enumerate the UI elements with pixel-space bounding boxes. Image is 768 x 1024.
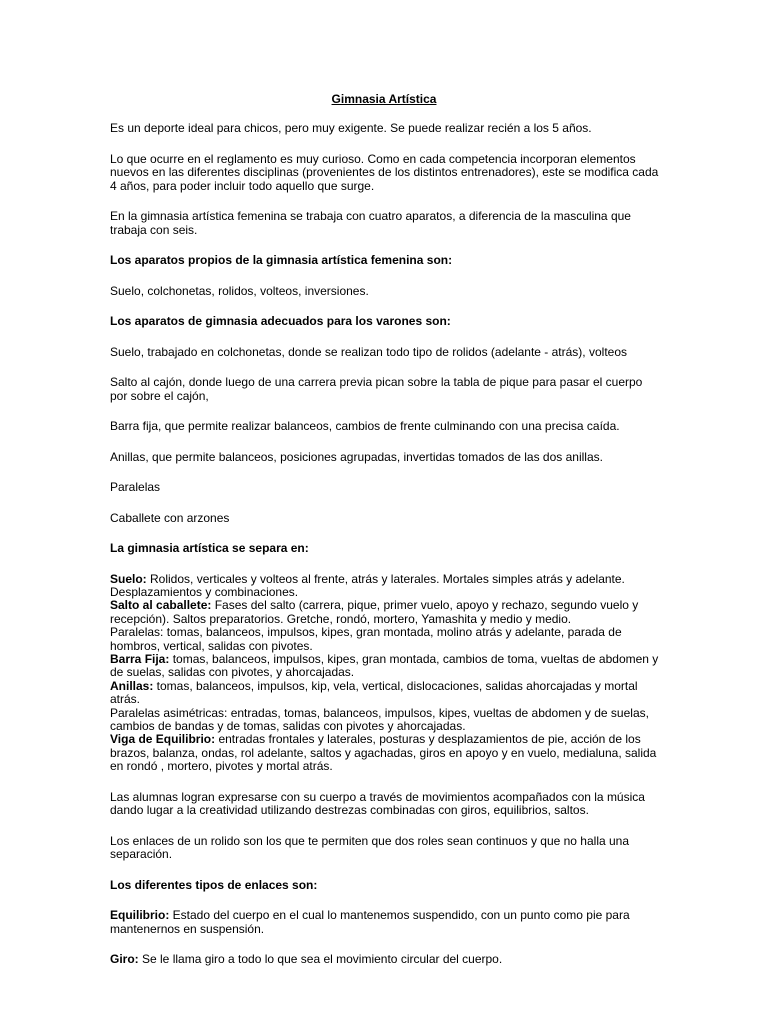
item-label: Barra Fija: xyxy=(110,651,170,666)
item-text: Rolidos, verticales y volteos al frente, atrás y laterales. Mortales simples atrás y adelante. Desplazamientos y combinaciones. xyxy=(110,571,625,599)
item-label: Viga de Equilibrio: xyxy=(110,732,216,747)
paragraph: Suelo, trabajado en colchonetas, donde se realizan todo tipo de rolidos (adelante - atrás), volteos xyxy=(110,344,627,359)
paragraph: Suelo, colchonetas, rolidos, volteos, inversiones. xyxy=(110,283,369,298)
paragraph: Anillas, que permite balanceos, posiciones agrupadas, invertidas tomados de las dos anillas. xyxy=(110,449,603,464)
apparatus-item: Paralelas asimétricas: entradas, tomas, balanceos, impulsos, kipes, vueltas de abdomen y de suelas, cambios de bandas y de tomas, salidas con pivotes y ahorcajadas. xyxy=(110,705,649,733)
apparatus-item xyxy=(110,599,660,626)
apparatus-list xyxy=(110,573,660,774)
definition-item xyxy=(110,909,660,936)
item-label: Equilibrio: xyxy=(110,908,170,923)
item-text: tomas, balanceos, impulsos, kipes, gran montada, cambios de toma, vueltas de abdomen y de suelas, salidas con pivotes, y ahorcajadas. xyxy=(110,651,659,680)
paragraph: En la gimnasia artística femenina se trabaja con cuatro aparatos, a diferencia de la masculina que trabaja con seis. xyxy=(110,209,631,237)
apparatus-item xyxy=(110,733,660,773)
section-heading: Los diferentes tipos de enlaces son: xyxy=(110,877,318,892)
apparatus-item xyxy=(110,680,660,707)
section-heading: Los aparatos de gimnasia adecuados para los varones son: xyxy=(110,314,451,328)
item-label: Anillas: xyxy=(110,678,154,693)
paragraph: Las alumnas logran expresarse con su cuerpo a través de movimientos acompañados con la música dando lugar a la creatividad utilizando destrezas combinadas con giros, equilibrios, saltos. xyxy=(110,789,645,818)
definition-item xyxy=(110,953,660,967)
paragraph: Los enlaces de un rolido son los que te permiten que dos roles sean continuos y que no halla una separación. xyxy=(110,833,630,862)
item-text: entradas frontales y laterales, posturas y desplazamientos de pie, acción de los brazos, balanza, ondas, rol adelante, saltos y agachadas, giros en apoyo y en vuelo, medialuna, salida en rondó , mortero, pivotes y mortal atrás. xyxy=(110,732,657,774)
item-text: Fases del salto (carrera, pique, primer vuelo, apoyo y rechazo, segundo vuelo y recepción). Saltos preparatorios. Gretche, rondó, mortero, Yamashita y medio y medio. xyxy=(110,598,639,626)
item-text: tomas, balanceos, impulsos, kip, vela, vertical, dislocaciones, salidas ahorcajadas y mortal atrás. xyxy=(110,678,638,707)
document-body xyxy=(110,122,660,967)
paragraph: Caballete con arzones xyxy=(110,510,230,525)
item-label: Suelo: xyxy=(110,571,147,586)
apparatus-item xyxy=(110,573,660,600)
item-label: Giro: xyxy=(110,952,139,967)
section-heading: Los aparatos propios de la gimnasia artística femenina son: xyxy=(110,253,453,267)
apparatus-item: Paralelas: tomas, balanceos, impulsos, kipes, gran montada, molino atrás y adelante, parada de hombros, vertical, salidas con pivotes. xyxy=(110,625,622,653)
paragraph: Barra fija, que permite realizar balanceos, cambios de frente culminando con una precisa caída. xyxy=(110,419,620,433)
apparatus-item xyxy=(110,653,660,680)
section-heading: La gimnasia artística se separa en: xyxy=(110,541,309,555)
paragraph: Lo que ocurre en el reglamento es muy curioso. Como en cada competencia incorporan elementos nuevos en las diferentes disciplinas (provenientes de los distintos entrenadores), este se modifica cada 4 años, para poder incluir todo aquello que surge. xyxy=(110,151,659,193)
paragraph: Paralelas xyxy=(110,480,161,494)
document-title: Gimnasia Artística xyxy=(331,92,437,106)
item-label: Salto al caballete: xyxy=(110,598,212,613)
item-text: Estado del cuerpo en el cual lo mantenemos suspendido, con un punto como pie para mantenernos en suspensión. xyxy=(110,908,630,936)
paragraph: Salto al cajón, donde luego de una carrera previa pican sobre la tabla de pique para pasar el cuerpo por sobre el cajón, xyxy=(110,375,643,403)
item-text: Se le llama giro a todo lo que sea el movimiento circular del cuerpo. xyxy=(138,952,503,967)
paragraph: Es un deporte ideal para chicos, pero muy exigente. Se puede realizar recién a los 5 años. xyxy=(110,121,592,135)
